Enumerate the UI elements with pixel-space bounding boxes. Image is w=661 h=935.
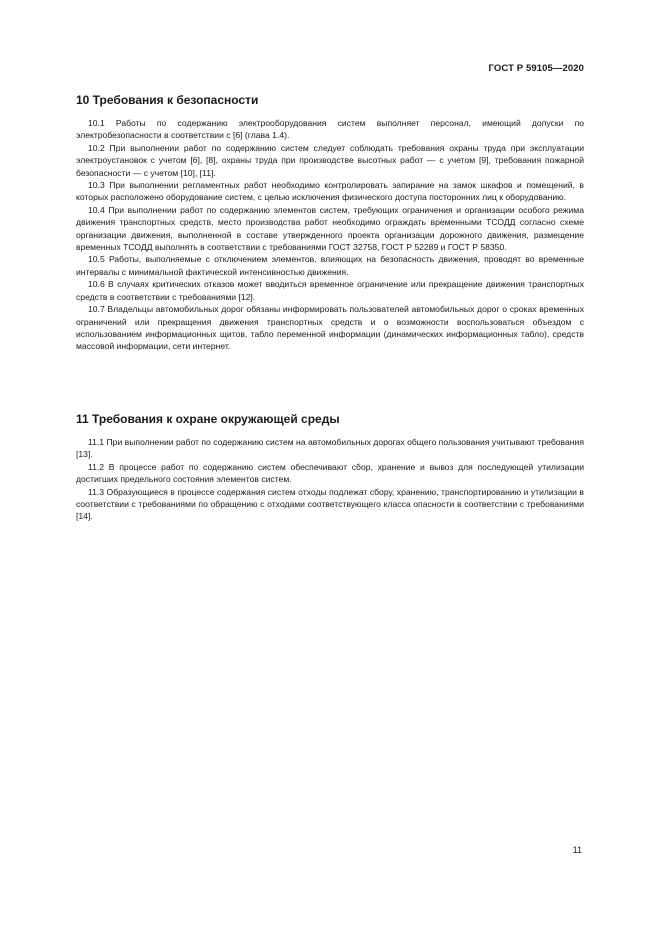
paragraph-10-2: 10.2 При выполнении работ по содержанию систем следует соблюдать требования охраны труда при эксплуатации электроустановок с учетом [6], [8], охраны труда при производстве высотных работ — с учетом [9], требования пожарной безопасности — с учетом [10], [11]. bbox=[76, 142, 584, 178]
paragraph-10-3: 10.3 При выполнении регламентных работ необходимо контролировать запирание на замок шкафов и помещений, в которых расположено оборудование систем, с целью исключения физического доступа посторонних лиц к оборудованию. bbox=[76, 180, 584, 203]
paragraph-11-1: 11.1 При выполнении работ по содержанию систем на автомобильных дорогах общего пользования учитывают требования [13]. bbox=[76, 437, 584, 460]
paragraph-10-6: 10.6 В случаях критических отказов может вводиться временное ограничение или прекращение движения транспортных средств в соответствии с требованиями [12]. bbox=[76, 279, 584, 302]
section-heading: 11 Требования к охране окружающей среды bbox=[76, 412, 340, 426]
section-environment bbox=[76, 411, 584, 523]
paragraph-10-7: 10.7 Владельцы автомобильных дорог обязаны информировать пользователей автомобильных дорог о сроках временных ограничений или прекращения движения транспортных средств и о возможности воспользоваться объездом с использованием информационных щитов, табло переменной информации (динамических информационных табло), средств массовой информации, сети интернет. bbox=[76, 304, 584, 352]
paragraph-11-2: 11.2 В процессе работ по содержанию систем обеспечивают сбор, хранение и вывоз для последующей утилизации достигших предельного состояния элементов систем. bbox=[76, 461, 584, 485]
section-heading: 10 Требования к безопасности bbox=[76, 93, 259, 107]
page-number: 11 bbox=[572, 845, 582, 855]
document-code: ГОСТ Р 59105—2020 bbox=[488, 63, 584, 74]
paragraph-10-4: 10.4 При выполнении работ по содержанию элементов систем, требующих ограничения и организации особого режима движения транспортных средств, место производства работ необходимо ограждать временными ТСОДД согласно схеме организации движения, выполненной в составе утвержденного проекта организации дорожного движения, размещение временных ТСОДД выполнять в соответствии с требованиями ГОСТ 32758, ГОСТ Р 52289 и ГОСТ Р 58350. bbox=[76, 204, 584, 253]
section-safety bbox=[76, 92, 584, 353]
paragraph-11-3: 11.3 Образующиеся в процессе содержания систем отходы подлежат сбору, хранению, транспортированию и утилизации в соответствии с требованиями по обращению с отходами соответствующего класса опасности в соответствии с требованиями [14]. bbox=[76, 486, 584, 522]
paragraph-10-1: 10.1 Работы по содержанию электрооборудования систем выполняет персонал, имеющий допуски по электробезопасности в соответствии с [6] (глава 1.4). bbox=[76, 118, 584, 141]
paragraph-10-5: 10.5 Работы, выполняемые с отключением элементов, влияющих на безопасность движения, проводят во временные интервалы с минимальной фактической интенсивностью движения. bbox=[76, 254, 584, 277]
